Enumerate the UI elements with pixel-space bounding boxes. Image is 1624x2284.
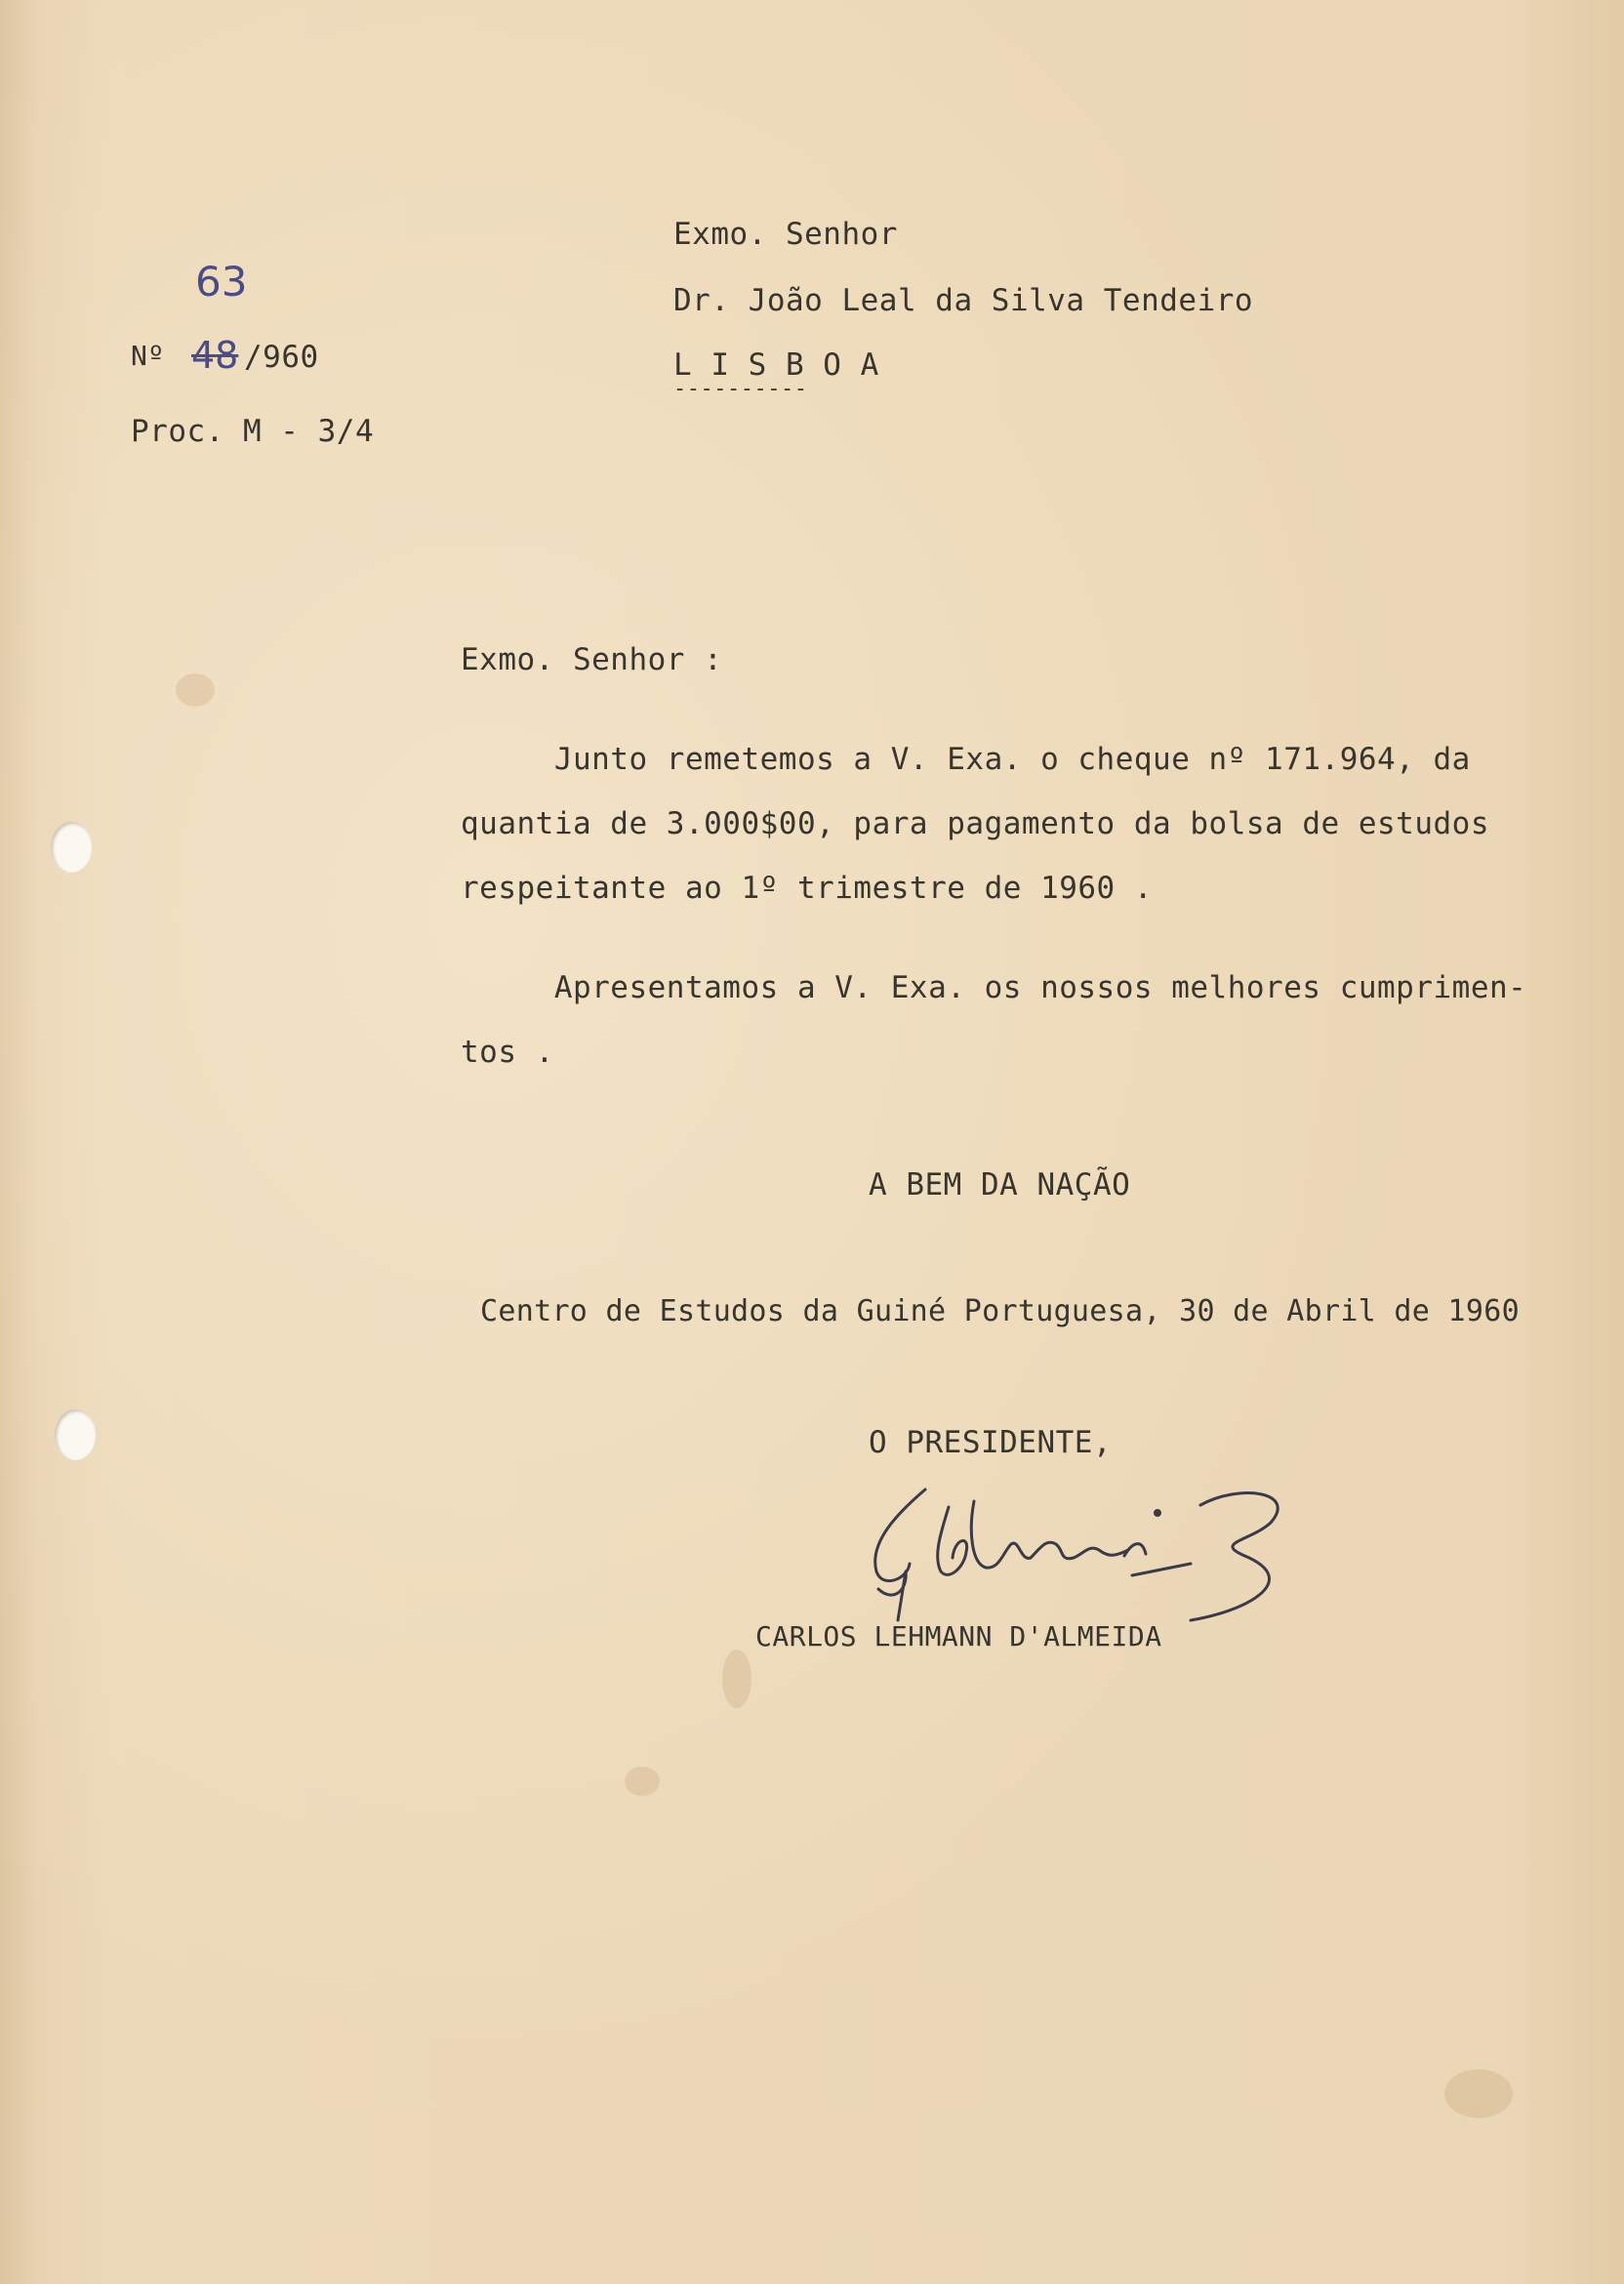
reference-number-handwritten: 63	[195, 258, 248, 306]
reference-prefix: Nº	[131, 340, 165, 372]
paper-stain	[1444, 2069, 1513, 2118]
letter-greeting: Exmo. Senhor :	[461, 642, 723, 677]
addressee-salutation: Exmo. Senhor	[673, 217, 898, 252]
signatory-role: O PRESIDENTE,	[869, 1425, 1113, 1460]
paragraph2-line: Apresentamos a V. Exa. os nossos melhores cumprimen-	[461, 970, 1527, 1005]
paragraph1-line: Junto remetemos a V. Exa. o cheque nº 171.964, da	[461, 742, 1471, 777]
process-reference: Proc. M - 3/4	[131, 414, 375, 449]
signatory-name: CARLOS LEHMANN D'ALMEIDA	[755, 1620, 1162, 1652]
punch-hole-upper	[51, 822, 92, 873]
paragraph2-line: tos .	[461, 1035, 554, 1070]
punch-hole-lower	[55, 1409, 96, 1460]
addressee-name: Dr. João Leal da Silva Tendeiro	[673, 283, 1254, 318]
reference-number-struck: 48	[191, 334, 239, 377]
paper-stain	[176, 673, 215, 707]
place-and-date: Centro de Estudos da Guiné Portuguesa, 30 de Abril de 1960	[480, 1294, 1520, 1328]
reference-year: /960	[244, 340, 319, 375]
paper-stain	[625, 1767, 660, 1796]
addressee-city: L I S B O A	[673, 347, 879, 383]
closing-motto: A BEM DA NAÇÃO	[869, 1167, 1131, 1203]
paper-stain	[722, 1650, 751, 1708]
paragraph1-line: respeitante ao 1º trimestre de 1960 .	[461, 871, 1154, 906]
addressee-city-underline: ----------	[673, 377, 808, 401]
paragraph1-line: quantia de 3.000$00, para pagamento da bolsa de estudos	[461, 806, 1489, 841]
